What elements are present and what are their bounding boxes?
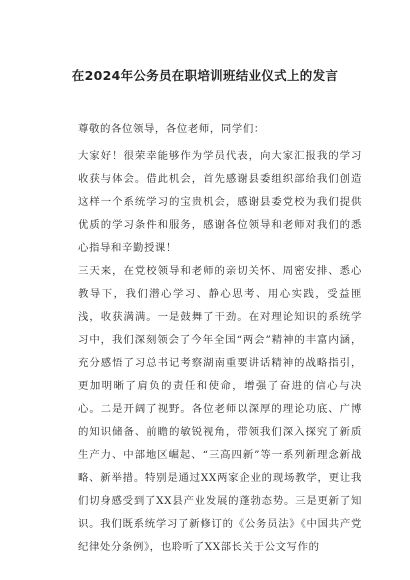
salutation: 尊敬的各位领导，各位老师，同学们： [78,123,265,135]
document-title: 在2024年公务员在职培训班结业仪式上的发言 [71,68,339,83]
paragraph-2: 三天来，在党校领导和老师的亲切关怀、周密安排、悉心教导下，我们潜心学习、静心思考、用心实践，受益匪浅，收获满满。一是鼓舞了干劲。在对理论知识的系统学习中，我们深刻领会了今年全国“两会”精神的丰富内涵，充分感悟了习总书记考察湖南重要讲话精神的战略指引，更加明晰了肩负的责任和使命，增强了奋进的信心与决心。二是开阔了视野。各位老师以深厚的理论功底、广博的知识储备、前瞻的敏锐视角，带领我们深入探究了新质生产力、中部地区崛起、“三高四新”等一系列新理念新战略、新举措。特别是通过XX两家企业的现场教学，更让我们切身感受到了XX县产业发展的蓬勃态势。三是更新了知识。我们既系统学习了新修订的《公务员法》《中国共产党纪律处分条例》，也聆听了XX部长关于公文写作的 [78,265,362,553]
document-body [78,118,362,559]
paragraph-1: 大家好！很荣幸能够作为学员代表，向大家汇报我的学习收获与体会。借此机会，首先感谢县委组织部给我们创造这样一个系统学习的宝贵机会，感谢县委党校为我们提供优质的学习条件和服务，感谢各位领导和老师对我们的悉心指导和辛勤授课！ [78,150,362,254]
